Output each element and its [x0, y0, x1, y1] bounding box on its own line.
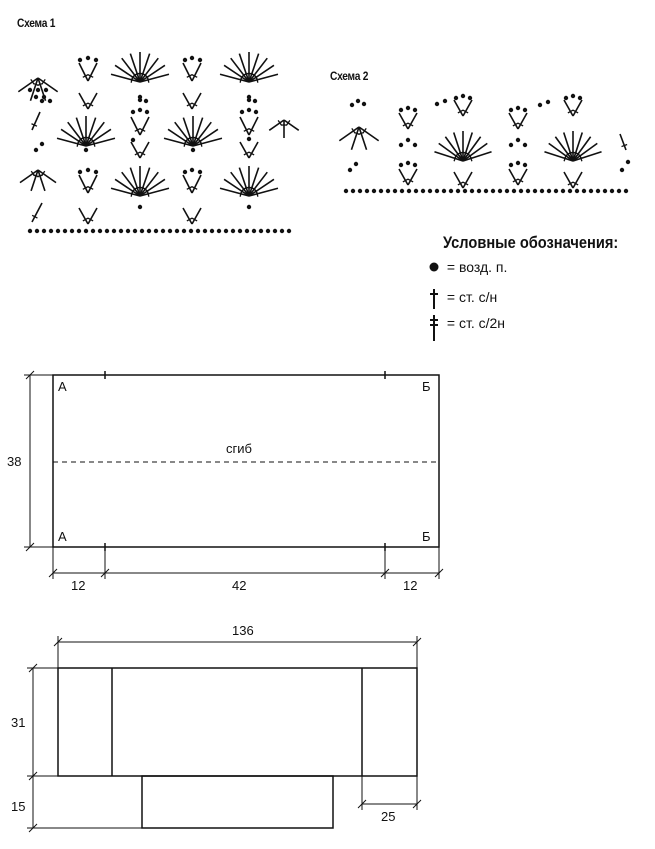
chain-dot [144, 99, 148, 103]
chain-dot [624, 189, 628, 193]
chain-dot [564, 96, 568, 100]
tr-symbol-icon [425, 314, 443, 342]
stitch-mark [88, 63, 97, 81]
chain-dot [406, 138, 410, 142]
chain-dot [351, 189, 355, 193]
chain-dot [414, 189, 418, 193]
chain-dot [399, 143, 403, 147]
chain-dot [182, 229, 186, 233]
stitch-bar [256, 77, 258, 83]
chain-dot [350, 103, 354, 107]
chain-dot [40, 99, 44, 103]
chain-dot [240, 110, 244, 114]
stitch-mark [79, 208, 88, 224]
chain-dot [91, 229, 95, 233]
chain-dot [231, 229, 235, 233]
chain-dot [86, 168, 90, 172]
chain-dot [571, 94, 575, 98]
chain-dot [523, 143, 527, 147]
chain-dot [190, 56, 194, 60]
stitch-bar [93, 141, 95, 147]
chain-dot [589, 189, 593, 193]
stitch-mark [408, 113, 417, 129]
chain-dot [620, 168, 624, 172]
lower-height-label: 15 [11, 799, 26, 814]
stitch-mark [79, 63, 88, 81]
corner-label-a-top: А [58, 379, 67, 394]
chain-dot [44, 88, 48, 92]
chain-dot [362, 102, 366, 106]
chain-dot [210, 229, 214, 233]
chain-dot [610, 189, 614, 193]
chain-dot [435, 102, 439, 106]
stitch-mark [463, 100, 472, 116]
fold-label: сгиб [226, 441, 252, 456]
stitch-mark [131, 142, 140, 158]
chain-dot [238, 229, 242, 233]
chain-dot [523, 163, 527, 167]
chain-dot [259, 229, 263, 233]
chain-dot [461, 94, 465, 98]
chain-dot [442, 189, 446, 193]
chain-dot [540, 189, 544, 193]
pattern-1-outline [53, 375, 439, 547]
chain-dot [138, 205, 142, 209]
chain-dot [477, 189, 481, 193]
pattern-diagram-2 [0, 615, 460, 849]
stitch-mark [573, 172, 582, 188]
chain-dot [509, 108, 513, 112]
chain-dot [196, 229, 200, 233]
chain-dot [354, 162, 358, 166]
chain-dot [63, 229, 67, 233]
dc-symbol-icon [425, 288, 443, 310]
stitch-mark [509, 169, 518, 185]
chain-dot [428, 189, 432, 193]
chain-dot [407, 189, 411, 193]
stitch-bar [200, 141, 202, 147]
stitch-mark [620, 134, 626, 150]
stitch-mark [192, 63, 201, 81]
chain-dot [190, 168, 194, 172]
legend-item-tr [425, 314, 505, 342]
chain-dot [42, 229, 46, 233]
chain-dot [516, 106, 520, 110]
height-label: 38 [7, 454, 22, 469]
chain-dot [56, 229, 60, 233]
chain-dot [386, 189, 390, 193]
chain-dot [413, 163, 417, 167]
chain-dot [126, 229, 130, 233]
stitch-mark [249, 117, 258, 135]
chain-dot [84, 229, 88, 233]
corner-label-a-bottom: А [58, 529, 67, 544]
stitch-bar [147, 191, 149, 197]
scheme-2-title: Схема 2 [330, 69, 369, 83]
chain-dot [356, 99, 360, 103]
chain-dot [131, 110, 135, 114]
width-left-label: 12 [71, 578, 86, 593]
stitch-mark [518, 113, 527, 129]
chain-dot [484, 189, 488, 193]
chain-dot [413, 143, 417, 147]
chain-dot [421, 189, 425, 193]
chain-dot [77, 229, 81, 233]
stitch-mark [192, 93, 201, 109]
stitch-mark [399, 169, 408, 185]
chain-dot [183, 58, 187, 62]
chain-dot [48, 99, 52, 103]
legend-title: Условные обозначения: [443, 233, 619, 252]
chain-dot [154, 229, 158, 233]
chain-dot [224, 229, 228, 233]
chain-dot [358, 189, 362, 193]
chain-dot [217, 229, 221, 233]
chain-dot [34, 148, 38, 152]
legend-item-label: = возд. п. [446, 259, 508, 275]
chain-dot [105, 229, 109, 233]
stitch-mark [88, 208, 97, 224]
chain-dot [491, 189, 495, 193]
chain-dot [28, 229, 32, 233]
chain-dot [273, 229, 277, 233]
chain-dot [406, 106, 410, 110]
chain-dot [582, 189, 586, 193]
chain-dot [413, 108, 417, 112]
chain-dot [435, 189, 439, 193]
stitch-mark [399, 113, 408, 129]
chain-dot [287, 229, 291, 233]
stitch-mark [509, 113, 518, 129]
stitch-mark [564, 100, 573, 116]
stitch-mark [240, 117, 249, 135]
stitch-mark [183, 63, 192, 81]
chain-dot [138, 98, 142, 102]
stitch-mark [32, 203, 42, 222]
stitch-mark [183, 208, 192, 224]
chain-dot [546, 100, 550, 104]
chain-dot [509, 143, 513, 147]
corner-label-b-bottom: Б [422, 529, 431, 544]
stitch-mark [573, 100, 582, 116]
stitch-mark [131, 117, 140, 135]
stitch-mark [408, 169, 417, 185]
stitch-bar [470, 156, 472, 162]
chain-dot [28, 88, 32, 92]
chain-dot [145, 110, 149, 114]
chain-dot [379, 189, 383, 193]
chain-dot [365, 189, 369, 193]
chain-dot [463, 189, 467, 193]
chain-dot [454, 96, 458, 100]
chain-dot [554, 189, 558, 193]
chain-dot [449, 189, 453, 193]
width-middle-label: 42 [232, 578, 247, 593]
chain-dot [575, 189, 579, 193]
chain-dot [254, 110, 258, 114]
stitch-mark [454, 100, 463, 116]
stitch-mark [140, 117, 149, 135]
chain-dot [533, 189, 537, 193]
chain-dot [49, 229, 53, 233]
chain-dot [253, 99, 257, 103]
chain-dot [189, 229, 193, 233]
stitch-mark [79, 93, 88, 109]
chain-dot [140, 229, 144, 233]
chain-dot [252, 229, 256, 233]
chain-dot [568, 189, 572, 193]
chain-dot [526, 189, 530, 193]
chain-dot [131, 138, 135, 142]
chain-dot [247, 205, 251, 209]
pattern-2-lower-outline [142, 776, 333, 828]
chain-dot [509, 163, 513, 167]
stitch-mark [183, 93, 192, 109]
chain-dot [98, 229, 102, 233]
chain-dot [505, 189, 509, 193]
width-right-label: 12 [403, 578, 418, 593]
chain-dot [468, 96, 472, 100]
chain-dot [247, 137, 251, 141]
stitch-bar [256, 191, 258, 197]
chain-dot [266, 229, 270, 233]
chain-dot [161, 229, 165, 233]
legend-item-label: = ст. с/н [446, 289, 498, 305]
chain-dot [147, 229, 151, 233]
chain-dot [443, 99, 447, 103]
stitch-mark [183, 175, 192, 193]
chain-dot [35, 229, 39, 233]
chain-dot [94, 58, 98, 62]
stitch-mark [79, 175, 88, 193]
chain-dot [247, 98, 251, 102]
chain-dot [119, 229, 123, 233]
chain-dot [596, 189, 600, 193]
legend-item-label: = ст. с/2н [446, 315, 506, 331]
chain-dot [617, 189, 621, 193]
side-width-label: 25 [381, 809, 396, 824]
upper-height-label: 31 [11, 715, 26, 730]
chain-dot [344, 189, 348, 193]
chain-dot [547, 189, 551, 193]
chain-dot [512, 189, 516, 193]
chain-dot [203, 229, 207, 233]
chain-dot [516, 138, 520, 142]
chain-dot [86, 56, 90, 60]
pattern-diagram-1 [0, 360, 460, 600]
stitch-mark [140, 142, 149, 158]
stitch-mark [240, 142, 249, 158]
chain-dot-icon [425, 259, 443, 275]
chain-dot [399, 108, 403, 112]
stitch-mark [32, 112, 40, 130]
chain-dot [34, 95, 38, 99]
chain-dot [191, 148, 195, 152]
chain-dot [280, 229, 284, 233]
chain-dot [399, 163, 403, 167]
stitch-mark [518, 169, 527, 185]
chain-dot [498, 189, 502, 193]
chain-dot [348, 168, 352, 172]
chain-dot [42, 95, 46, 99]
chain-dot [456, 189, 460, 193]
chain-dot [603, 189, 607, 193]
chain-dot [78, 170, 82, 174]
chain-dot [519, 189, 523, 193]
stitch-mark [454, 172, 463, 188]
stitch-mark [249, 142, 258, 158]
chain-dot [393, 189, 397, 193]
stitch-mark [564, 172, 573, 188]
total-width-label: 136 [232, 623, 254, 638]
chain-dot [94, 170, 98, 174]
stitch-mark [192, 175, 201, 193]
corner-label-b-top: Б [422, 379, 431, 394]
chain-dot [175, 229, 179, 233]
chain-dot [561, 189, 565, 193]
chain-dot [406, 161, 410, 165]
stitch-mark [88, 175, 97, 193]
chain-dot [245, 229, 249, 233]
chain-dot [133, 229, 137, 233]
chain-dot [400, 189, 404, 193]
chain-dot [470, 189, 474, 193]
chain-dot [70, 229, 74, 233]
chain-dot [36, 88, 40, 92]
chain-dot [626, 160, 630, 164]
chain-dot [198, 170, 202, 174]
chain-dot [112, 229, 116, 233]
stitch-mark [88, 93, 97, 109]
chain-dot [372, 189, 376, 193]
chain-dot [538, 103, 542, 107]
chain-dot [198, 58, 202, 62]
chain-dot [183, 170, 187, 174]
legend-item-chain [425, 259, 507, 275]
stitch-mark [192, 208, 201, 224]
chain-dot [247, 108, 251, 112]
stitch-bar [580, 156, 582, 162]
scheme-1-title: Схема 1 [17, 16, 56, 30]
chain-dot [516, 161, 520, 165]
legend-item-dc [425, 288, 497, 310]
chain-dot [138, 108, 142, 112]
chain-dot [78, 58, 82, 62]
chain-dot [168, 229, 172, 233]
stitch-bar [147, 77, 149, 83]
chain-dot [84, 148, 88, 152]
scheme-1-symbols [18, 52, 298, 233]
chain-dot [40, 142, 44, 146]
chain-dot [523, 108, 527, 112]
scheme-2-symbols [339, 94, 630, 193]
stitch-mark [463, 172, 472, 188]
chain-dot [578, 96, 582, 100]
